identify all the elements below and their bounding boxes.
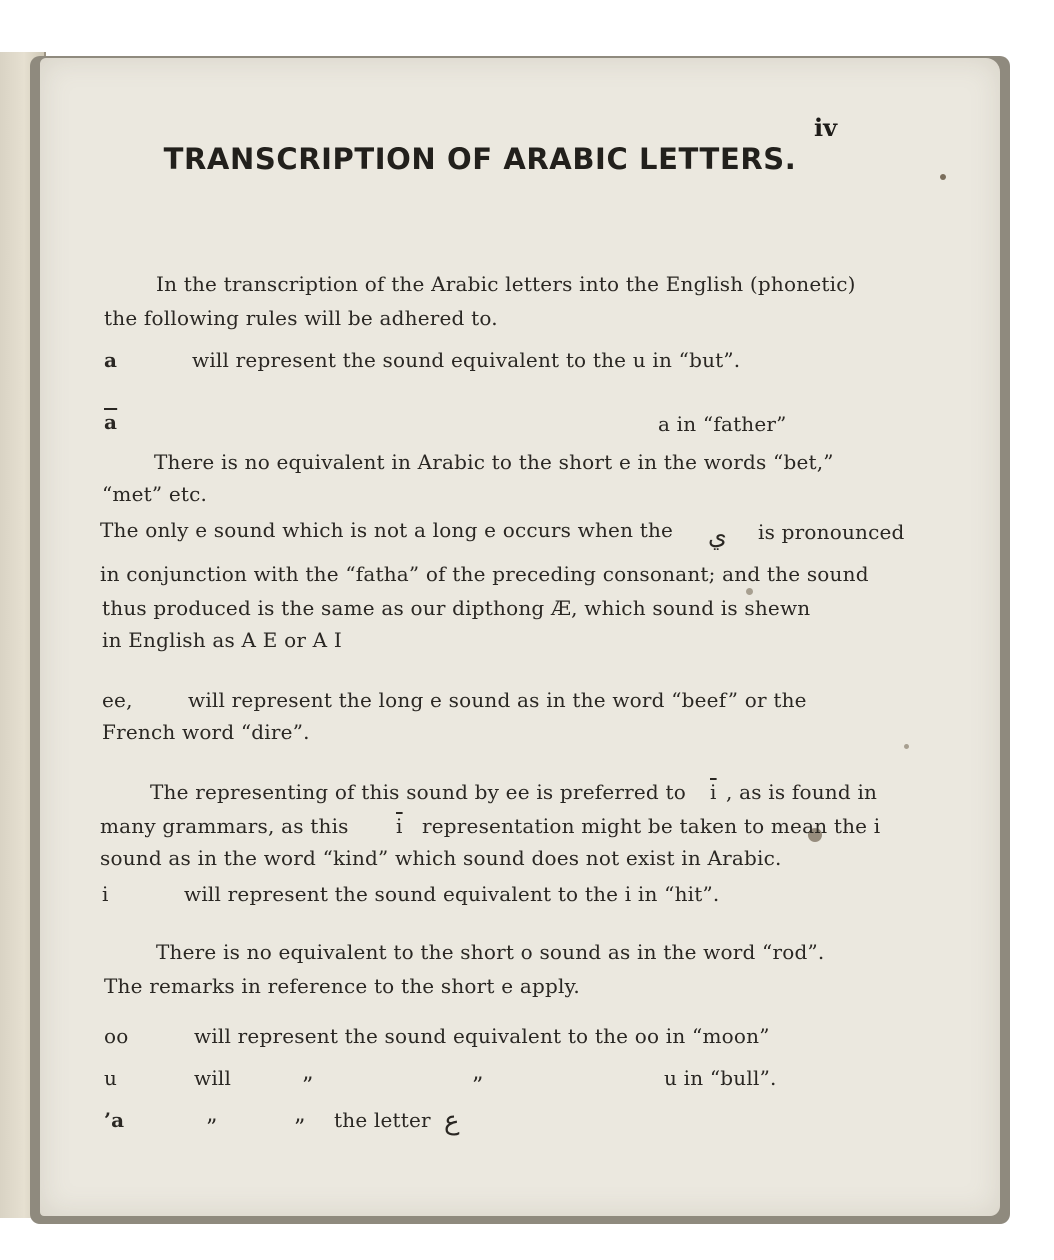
rule-ain-text: the letter — [334, 1108, 431, 1132]
arabic-ya-glyph: ي — [708, 522, 727, 550]
intro-line-1: In the transcription of the Arabic letters into the English (phonetic) — [156, 272, 856, 296]
paper-stain — [940, 174, 946, 180]
rule-u-symbol: u — [104, 1066, 118, 1090]
rule-oo-symbol: oo — [104, 1024, 129, 1048]
rule-oo-text: will represent the sound equivalent to the oo in “moon” — [194, 1024, 770, 1048]
arabic-ain-glyph: ع — [444, 1106, 460, 1136]
rule-a-text: will represent the sound equivalent to the u in “but”. — [192, 348, 741, 372]
para-i-line-2-start: many grammars, as this — [100, 814, 349, 838]
ditto-mark: ” — [294, 1116, 306, 1141]
para-e-line-5: thus produced is the same as our dipthong Æ, which sound is shewn — [102, 596, 811, 620]
rule-ee-line-2: French word “dire”. — [102, 720, 310, 744]
para-i-line-3: sound as in the word “kind” which sound does not exist in Arabic. — [100, 846, 782, 870]
ditto-mark: ” — [206, 1116, 218, 1141]
ditto-mark: ” — [302, 1074, 314, 1099]
para-o-line-2: The remarks in reference to the short e apply. — [104, 974, 580, 998]
paper-stain — [746, 588, 753, 595]
page-title: TRANSCRIPTION OF ARABIC LETTERS. — [163, 142, 797, 176]
rule-a-symbol: a — [104, 348, 118, 372]
page-number: iv — [814, 113, 838, 142]
para-e-line-4: in conjunction with the “fatha” of the preceding consonant; and the sound — [100, 562, 869, 586]
para-e-line-6: in English as A E or A I — [102, 628, 342, 652]
para-e-line-2: “met” etc. — [102, 482, 208, 506]
rule-ee-text: will represent the long e sound as in the word “beef” or the — [188, 688, 807, 712]
paper-stain — [904, 744, 909, 749]
rule-i-text: will represent the sound equivalent to the i in “hit”. — [184, 882, 720, 906]
rule-u-will: will — [194, 1066, 232, 1090]
intro-line-2: the following rules will be adhered to. — [104, 306, 498, 330]
rule-u-text: u in “bull”. — [664, 1066, 777, 1090]
rule-a-long-text: a in “father” — [658, 412, 787, 436]
rule-i-symbol: i — [102, 882, 109, 906]
i-macron-1: $\overline{i}$ — [710, 780, 717, 804]
i-macron-2: $\overline{i}$ — [396, 814, 403, 838]
para-i-line-1-end: , as is found in — [726, 780, 878, 804]
ditto-mark: ” — [472, 1074, 484, 1099]
para-e-line-1: There is no equivalent in Arabic to the short e in the words “bet,” — [154, 450, 834, 474]
para-i-line-2-end: representation might be taken to mean the i — [422, 814, 881, 838]
para-e-line-3-start: The only e sound which is not a long e occurs when the — [100, 518, 674, 542]
rule-ee-symbol: ee, — [102, 688, 133, 712]
para-i-line-1-start: The representing of this sound by ee is preferred to — [150, 780, 686, 804]
para-e-line-3-end: is pronounced — [758, 520, 905, 544]
rule-a-long-symbol: $\overline{a}$ — [104, 410, 118, 434]
para-o-line-1: There is no equivalent to the short o sound as in the word “rod”. — [156, 940, 825, 964]
rule-ain-symbol: ’a — [104, 1108, 125, 1132]
